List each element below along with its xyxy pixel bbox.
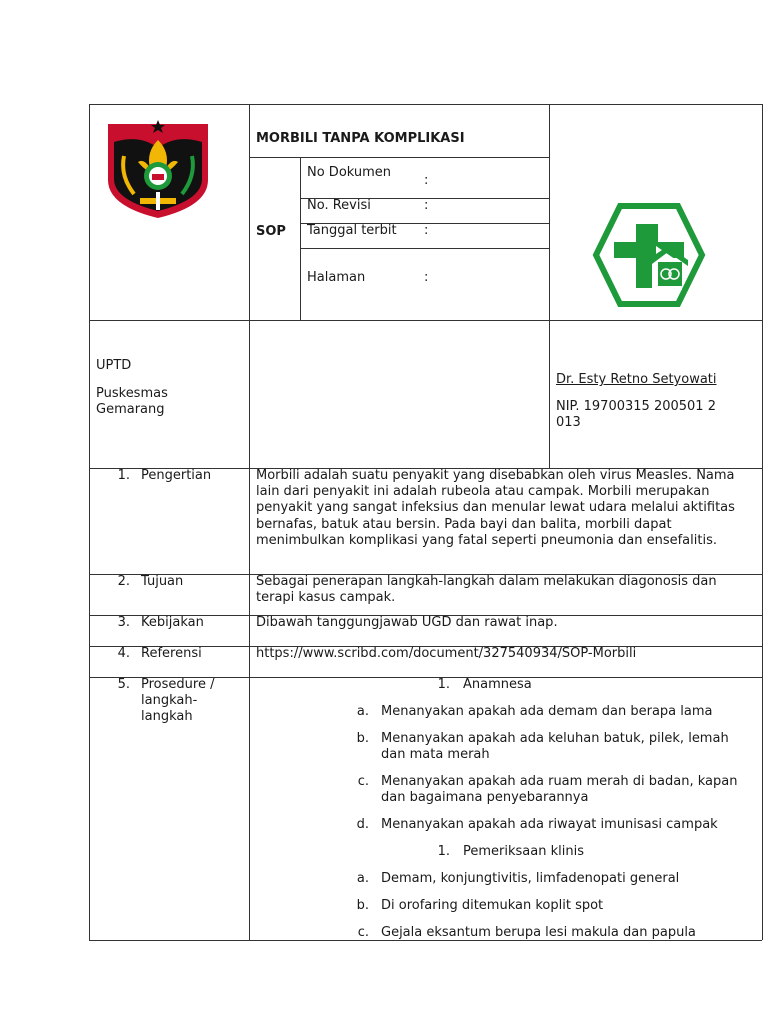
field-sep-no-revisi: : <box>424 198 429 213</box>
procedure-item-text: Di orofaring ditemukan koplit spot <box>381 898 604 913</box>
procedure-item-letter: d. <box>356 817 369 832</box>
section-label-referensi: Referensi <box>141 646 202 661</box>
section-label-prosedure-line1: Prosedure / <box>141 677 215 692</box>
procedure-item-text: Menanyakan apakah ada demam dan berapa lama <box>381 704 713 719</box>
section-number: 2. <box>117 574 130 589</box>
section-text-tujuan: Sebagai penerapan langkah-langkah dalam melakukan diagonosis dan terapi kasus campak. <box>256 574 717 606</box>
sop-column-divider <box>300 157 301 320</box>
header-divider <box>89 320 762 321</box>
column-divider-right <box>549 104 550 468</box>
field-sep-tanggal-terbit: : <box>424 223 429 238</box>
regency-crest-logo <box>106 118 210 220</box>
org-uptd: UPTD <box>96 358 132 373</box>
procedure-group-number: 1. <box>437 844 450 859</box>
procedure-item-text: Gejala eksantum berupa lesi makula dan papula <box>381 925 696 940</box>
signatory-name: Dr. Esty Retno Setyowati <box>556 372 717 387</box>
section-text-pengertian: Morbili adalah suatu penyakit yang disebabkan oleh virus Measles. Nama lain dari penyakit ini adalah rubeola atau campak. Morbili merupakan penyakit yang sangat infeksius dan menular lewat udara melalui aktifitas bernafas, batuk atau bersin. Pada bayi dan balita, morbili dapat menimbulkan komplikasi yang fatal seperti pneumonia dan ensefalitis. <box>256 468 735 548</box>
field-sep-halaman: : <box>424 270 429 285</box>
org-gemarang: Gemarang <box>96 402 165 417</box>
procedure-item-letter: a. <box>356 871 369 886</box>
procedure-item-text: Menanyakan apakah ada ruam merah di badan, kapan dan bagaimana penyebarannya <box>381 774 738 806</box>
procedure-item-letter: b. <box>356 898 369 913</box>
procedure-item-letter: c. <box>357 774 369 789</box>
procedure-item-text: Menanyakan apakah ada keluhan batuk, pilek, lemah dan mata merah <box>381 731 729 763</box>
puskesmas-logo <box>592 200 706 310</box>
org-puskesmas: Puskesmas <box>96 386 168 401</box>
procedure-group-number: 1. <box>437 677 450 692</box>
section-number: 1. <box>117 468 130 483</box>
section-label-kebijakan: Kebijakan <box>141 615 204 630</box>
procedure-group-title-pemeriksaan: Pemeriksaan klinis <box>463 844 584 859</box>
section-label-prosedure-line3: langkah <box>141 709 193 724</box>
field-sep-no-dokumen: : <box>424 173 429 188</box>
procedure-group-title-anamnesa: Anamnesa <box>463 677 532 692</box>
procedure-item-letter: b. <box>356 731 369 746</box>
section-number: 4. <box>117 646 130 661</box>
section-number: 3. <box>117 615 130 630</box>
table-border-right <box>762 104 763 940</box>
section-label-pengertian: Pengertian <box>141 468 212 483</box>
field-label-halaman: Halaman <box>307 270 366 285</box>
table-border-left <box>89 104 90 940</box>
procedure-item-letter: c. <box>357 925 369 940</box>
document-title: MORBILI TANPA KOMPLIKASI <box>256 131 465 146</box>
title-divider <box>249 157 549 158</box>
sop-label: SOP <box>256 224 286 239</box>
procedure-item-letter: a. <box>356 704 369 719</box>
field-label-tanggal-terbit: Tanggal terbit <box>307 223 397 238</box>
section-label-tujuan: Tujuan <box>141 574 184 589</box>
field-divider-3 <box>300 248 549 249</box>
section-label-prosedure-line2: langkah- <box>141 693 198 708</box>
procedure-item-text: Demam, konjungtivitis, limfadenopati general <box>381 871 680 886</box>
column-divider-1 <box>249 104 250 940</box>
procedure-item-text: Menanyakan apakah ada riwayat imunisasi campak <box>381 817 718 832</box>
signatory-nip-line1: NIP. 19700315 200501 2 <box>556 399 716 414</box>
table-border-top <box>89 104 762 105</box>
field-label-no-dokumen: No Dokumen <box>307 165 392 180</box>
reference-link[interactable]: https://www.scribd.com/document/327540934/SOP-Morbili <box>256 646 637 661</box>
section-text-kebijakan: Dibawah tanggungjawab UGD dan rawat inap. <box>256 615 558 630</box>
signatory-nip-line2: 013 <box>556 415 581 430</box>
section-number: 5. <box>117 677 130 692</box>
field-label-no-revisi: No. Revisi <box>307 198 371 213</box>
